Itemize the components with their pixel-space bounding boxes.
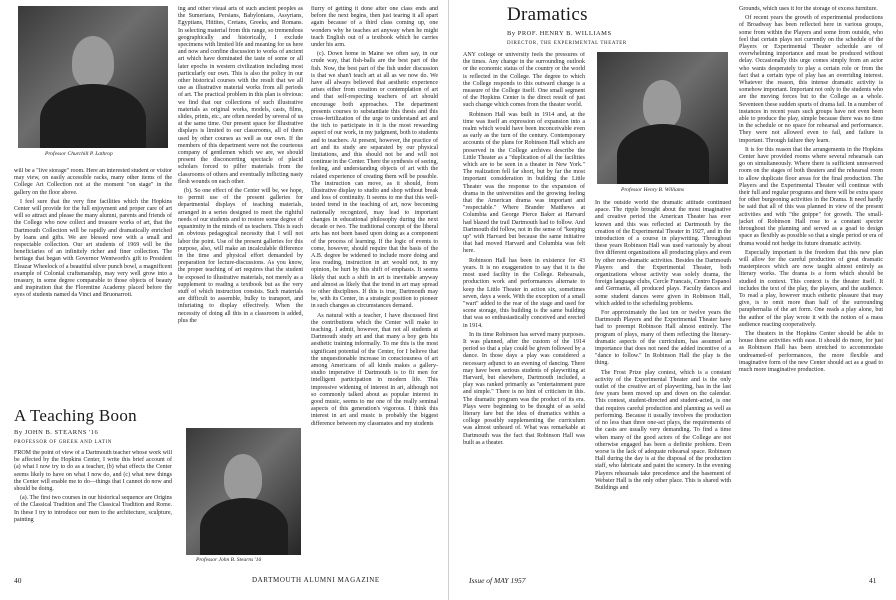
- byline-williams: By PROF. HENRY B. WILLIAMS: [507, 30, 612, 37]
- paragraph: flurry of getting it done after one class ends and before the next begins, then just tearing it all apart again because of a third class coming up, one wonders why he teaches art anyway when he might teach English out of a textbook which he carries under his arm.: [311, 6, 438, 49]
- subline-williams: DIRECTOR, THE EXPERIMENTAL THEATER: [507, 41, 627, 46]
- paragraph: Especially important is the freedom that this new plan will allow for the careful production of great dramatic masterpieces which are now taught almost entirely as literary works. The drama is a form which should be studied in context. This context is the theater itself. It includes the text of the play, the players, and the audience. To read a play, however much esthetic pleasure that may give, is to omit more than half of the surrounding paraphernalia of the art form. One reads a play alone, but the author of the play wrote it with the notion of a mass audience reacting cooperatively.: [739, 249, 883, 328]
- subline-stearns: PROFESSOR OF GREEK AND LATIN: [14, 440, 112, 445]
- paragraph: As natural with a teacher, I have discussed first the contributions which the Center will make to teaching. I admit, however, that not all students at Dartmouth study art and that many a boy gets his aesthetic training informally. To me this is the most significant potential of the Center, for I believe that the unquestionable increase in consciousness of art among Americans of all kinds makes a gallery-studio imperative if Dartmouth is to fit men for intelligent participation in modern life. This impressive widening of interest in art, although not so commonly talked about as popular interest in good music, seems to me one of the really seminal aspects of this generation's vigorous. I think this interest in art and music is probably the biggest difference between my classmates and my students: [311, 312, 438, 427]
- photo-john-stearns: [186, 428, 301, 555]
- page-number-left: 40: [14, 576, 22, 585]
- paragraph: (c). Down home in Maine we often say, in our crude way, that fish-balls are the best part of the fish. Now, the best part of the fish under discussion is that we shan't teach art at all as we now do. We have all always believed that aesthetic experience arises either from creation or contemplation of art and that self-respecting teachers of art should encourage both approaches. The department presents courses to substantiate this thesis and this cross-fertilization of the urge to understand art and the itch to participate in it is the most rewarding aspect of our work, in my judgment, both to students and to teachers. At present, however, the practice of art and its study are separated by our physical limitations, and this should not be and will not continue in the Center. There the synthesis of seeing, feeling, and understanding objects of art with the related experience of creating them will be possible. The instruction can move, as it should, from illustrative display to studio and shop without break and loss of continuity. It seems to me that this well-tested trend in the teaching of art, now becoming nationally recognized, may lead to important changes in educational philosophy during the next decade or two. The traditional concept of the liberal arts has not been based upon doing as a component of the process of learning. If the logic of events to come, however, should require that the basis of the A.B. degree be widened to include more doing and less reading, instruction in art would not, in my opinion, be hurt by this shift of emphasis. It seems likely that such a shift in art is inevitable anyway and almost as likely that the trend in art may spread to other disciplines. If this is true, Dartmouth may be, with its Center, in a strategic position to pioneer in such changes as circumstances demand.: [311, 51, 438, 310]
- photo-caption-lathrop: Professor Churchill P. Lathrop: [45, 151, 113, 157]
- paragraph: will be a "live storage" room. Here an interested student or visitor may view, on easily accessible racks, many other items of the College Art Collection not at the moment "on stage" in the gallery on the floor above.: [14, 168, 172, 196]
- paragraph: In the outside world the dramatic attitude continued apace. The ripple brought about the most imaginative and creative period the American Theater has ever known and this was reflected at Dartmouth by the creation of the Experimental Theater in 1927, and in the introduction of a course in playwriting. Throughout these years Robinson Hall was used variously by about five different organizations all producing plays and even by other non-dramatic activities. Besides the Dartmouth Players and the Experimental Theater, both organizations whose activity was solely drama, the foreign language clubs, Cercle Francais, Centro Espanol and Germania, all produced plays. Faculty dances and some student dances were given in Robinson Hall, which added to the scheduling problems.: [595, 200, 731, 307]
- photo-caption-stearns: Professor John B. Stearns '16: [196, 557, 262, 563]
- left-column-1-bottom: [14, 450, 172, 568]
- page-number-right: 41: [869, 576, 877, 585]
- paragraph: Grounds, which uses it for the storage of excess furniture.: [739, 6, 878, 12]
- paragraph: For approximately the last ten or twelve years the Dartmouth Players and the Experimental Theater have had to preempt Robinson Hall almost entirely. The program of plays, many of them reflecting the literary-dramatic aspects of the curriculum, has assumed an importance that does not need the added incentive of a "dance to follow." In Robinson Hall the play is the thing.: [595, 310, 731, 367]
- paragraph: FROM the point of view of a Dartmouth teacher whose work will be affected by the Hopkins Center, I write this brief account of (a) what I now try to do as a teacher, (b) what effects the Center seems likely to have on what I now do, and (c) what new things the Center will enable me to do—things that I cannot do now and should be doing.: [14, 450, 172, 493]
- paragraph: In its time Robinson has served many purposes. It was planned, after the custom of the 1914 period so that a play could be given followed by a dance. In those days a play was considered a necessary adjunct to an evening of dancing. There may have been serious students of playwriting at Harvard, but elsewhere, Dartmouth included, a play was ranked primarily as "entertainment pure and simple." There is no hint of criticism in this. The dramatic program was the product of its era. Plays were beginning to be thought of as solid literary fare but the idea of dramatics within a college possibly supplementing the curriculum was almost unheard of. What was remarkable at Dartmouth was the fact that Robinson Hall was built as a theater.: [463, 331, 585, 446]
- paragraph: Robinson Hall was built in 1914 and, at the time was itself an expression of expansion into a realm which would have been inconceivable even as early as the turn of the century. Contemporary accounts of the plans for Robinson Hall which are preserved in the College archives describe the Little Theater as a "duplication of all the facilities which are to be seen in a theater in New York." The realization fell far short, but by far the most important consideration in building the Little Theater was the response to the expansion of drama in the universities and the growing feeling that the American drama was important and "respectable." Where Brander Matthews at Columbia and George Pierce Baker at Harvard had blazed the trail Dartmouth had to follow. And Dartmouth did follow, not in the sense of "keeping up" with Harvard but because the same initiative that had moved Harvard and Columbia was felt here.: [463, 111, 585, 255]
- paragraph: The theaters in the Hopkins Center should be able to house these activities with ease. It should do more, for just as Robinson Hall has been stretched to accommodate undreamed-of performances, the more flexible and imaginative form of the new Center should act as a goad to much more imaginative production.: [739, 330, 883, 373]
- paragraph: ANY college or university feels the pressures of the times. Any change in the surrounding outlook or the economic status of the country or the world is reflected in the College. The degree to which the College responds to this outward change is a measure of the College itself. One small segment of the Hopkins Center is the direct result of just such change which comes from the theater world.: [463, 52, 585, 109]
- paragraph: ing and other visual arts of such ancient peoples as the Sumerians, Persians, Babylonians, Assyrians, Egyptians, Hittites, Cretans, Greeks, and Romans. In selecting material from this range, so tremendous geographically and historically, I exclude specimens with limited life and meaning for us here and now and confine discussion to works of ancient art which have dominated the taste of some or all later epochs in western civilization including most particularly our own. This is also the policy in our other historical courses with the result that we all use as illustrative material works from all periods of art. The practical problem in this plan is obvious: we find that our collections of such illustrative materials as original works, models, casts, films, slides, prints, etc., are often needed by several of us at the same time. Our present space for illustrative displays is limited to our classrooms, all of them used by other courses as well as our own. If the members of this department were not the courteous company of gentlemen which we are, we should present the disconcerting spectacle of placid scholars forced to pilfer materials from the classrooms of others and eventually inflicting nasty flesh wounds on each other.: [178, 6, 303, 185]
- left-column-1-top: [14, 168, 172, 408]
- article-title-teaching-boon: A Teaching Boon: [14, 406, 137, 425]
- right-column-1: [463, 52, 585, 568]
- right-page: [448, 0, 896, 600]
- paragraph: Robinson Hall has been in existence for 43 years. It is no exaggeration to say that it is the most used facility in the College. Rehearsals, production work and performances alternate to keep the Little Theater in action six, sometimes seven, days a week. With the exception of a small "wart" added to the rear of the stage and used for scene storage, this building is the same building that was so enthusiastically conceived and erected in 1914.: [463, 257, 585, 329]
- photo-henry-williams: [597, 52, 728, 184]
- left-column-2: [178, 6, 303, 416]
- paragraph: (b). So one effect of the Center will be, we hope, to permit use of the present galleries for departmental displays of teaching materials, arranged in a series designed to meet the rightful needs of our students and to restore some degree of equanimity in the minds of us teachers. This is such an obvious pedagogical necessity that I will not labor the point. Use of the present galleries for this purpose, also, will make an incalculable difference in the time and physical effort demanded by preparation for lecture-discussions. As you know, the proper teaching of art requires that the student be exposed to illustrative materials, not merely as a supplement to reading a textbook but as the very stuff of which instruction consists. Such materials are difficult to assemble, bulky to transport, and infuriating to display effectively. When the necessity of doing all this in a classroom is added, plus the: [178, 188, 303, 324]
- left-column-3: [311, 6, 438, 568]
- paragraph: It is for this reason that the arrangements in the Hopkins Center have provided rooms where several rehearsals can go on simultaneously. Where there is sufficient unreserved room on the stages of both theaters and the rehearsal room to allow duplicate floor areas for the final production. The Players and the Experimental Theater will continue with their full and regular programs and there will be extra space for other burgeoning activities in the Drama. It need hardly be said that all of this was planned in view of the present activities and with "the gnippe" for growth. The small-jacket of Robinson Hall rose to a constant spector throughout the planning and served as a goad to design space as flexibly as possible so that a single period or era of drama would not hedge its future dramatic activity.: [739, 146, 883, 247]
- paragraph: I feel sure that the very fine facilities which the Hopkins Center will provide for the full enjoyment and proper care of art will so attract and please the many alumni, parents and friends of the College who now collect and treasure works of art, that the Dartmouth Collection will be rapidly and dramatically enriched by loans and gifts. We are blessed now with a small and respectable collection. Our art students of 1969 will be the beneficiaries of an infinitely richer and finer collection. The heritage that began with Governor Wentworth's gift to President Eleazar Wheelock of a beautiful silver punch bowl, a magnificent example of Colonial craftsmanship, may very well grow into a treasury, in some degree comparable to those objects of beauty and inspiration that the Florentine Academy placed before the eyes of students named da Vinci and Bruonarroti.: [14, 198, 172, 299]
- paragraph: The Frost Prize play contest, which is a constant activity of the Experimental Theater and is the only outlet of the creative art of playwriting, has in the last few years been moved up and down on the calendar. This contest, student-directed and student-acted, is one that requires careful production and planning as well as performing. Because it usually involves the production of no less than three one-act plays, the requirements of the casts are usually very demanding. To find a time when many of the good actors of the College are not otherwise engaged has been a definite problem. Even worse is the lack of adequate rehearsal space. Robinson Hall during the day is at the disposal of the production staff, who fabricate and paint the scenery. In the evening Players rehearsals take precedence and the basement of Webster Hall is the only other place. This is shared with Buildings and: [595, 369, 731, 491]
- right-column-3: [739, 6, 883, 568]
- issue-date: Issue of MAY 1957: [469, 576, 526, 585]
- right-column-2: [595, 200, 731, 568]
- photo-caption-williams: Professor Henry B. Williams: [621, 187, 685, 193]
- paragraph: Of recent years the growth of experimental productions of Broadway has been reflected here in various groups, some from within the Players and some from outside, who feel that certain plays not currently on the schedule of the Players or Experimental Theater schedule are of overwhelming importance and must be produced without delay. Occasionally this urge comes simply from an actor who wants desperately to play a certain role or from the fact that a certain type of play has an overriding interest. Whatever the reason, this intense dramatic activity is somehow important. Important not only to the students who are the moving forces but to the College as a whole. Seventeen these sudden spurts of drama fail. In a number of instances in recent years such groups have not even been able to produce the play, simple because there was no time in the schedule or no space for rehearsal and performance. They were not allowed even to fail, and failure is important. Through failure they learn.: [739, 15, 883, 144]
- paragraph: (a). The first two courses in our historical sequence are Origins of the Classical Tradition and The Classical Tradition and Rome. In these I try to introduce our men to the architecture, sculpture, painting: [14, 495, 172, 523]
- magazine-name: DARTMOUTH ALUMNI MAGAZINE: [252, 576, 380, 584]
- article-title-dramatics: Dramatics: [507, 4, 588, 25]
- photo-churchill-lathrop: [18, 6, 168, 148]
- byline-stearns: By JOHN B. STEARNS '16: [14, 429, 99, 436]
